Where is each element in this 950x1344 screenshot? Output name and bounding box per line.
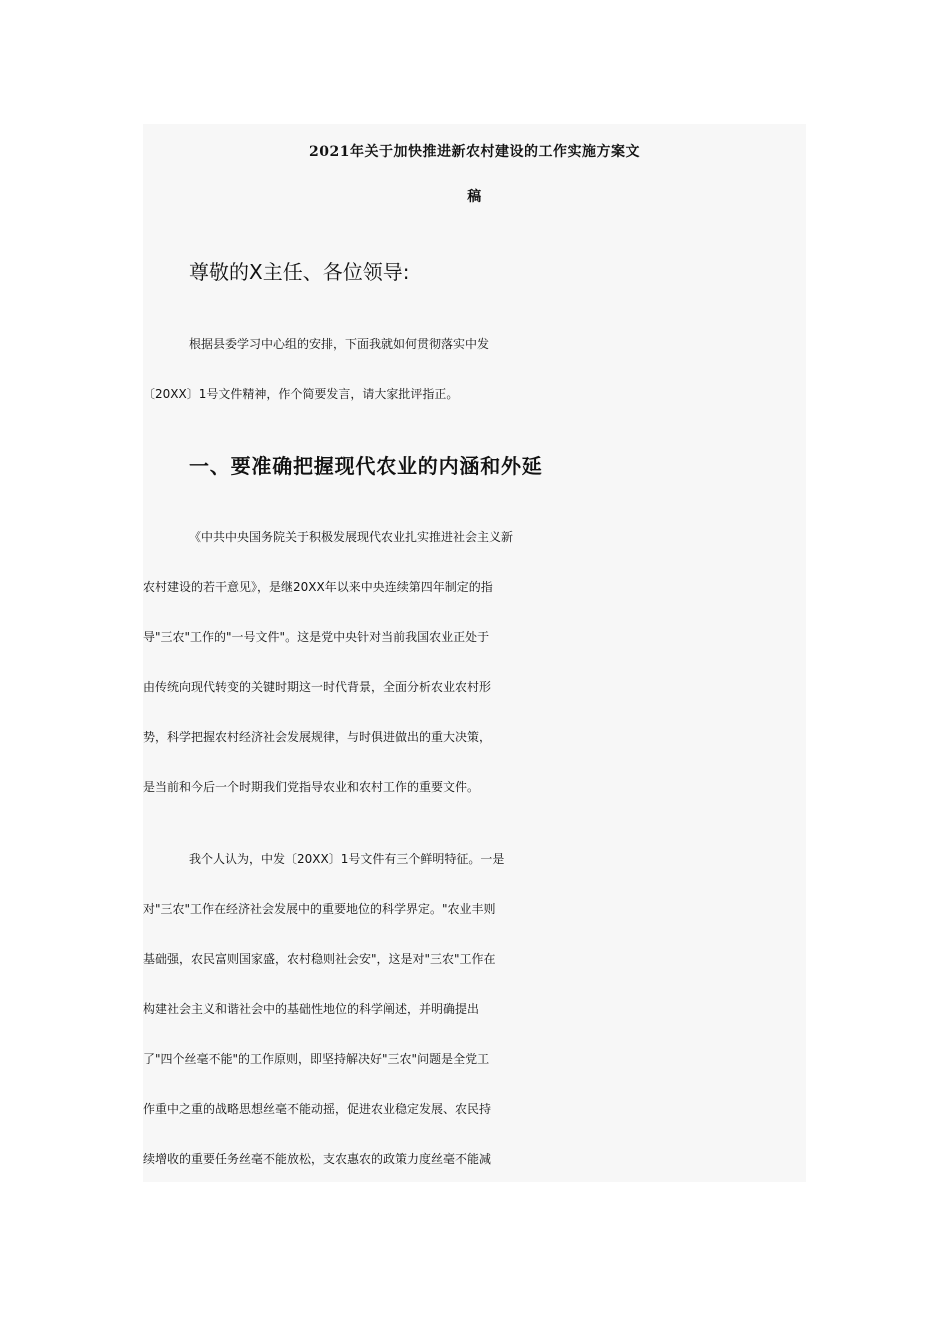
paragraph1-line-3: 导"三农"工作的"一号文件"。这是党中央针对当前我国农业正处于 [143, 630, 490, 644]
intro-line-1: 根据县委学习中心组的安排，下面我就如何贯彻落实中发 [189, 337, 490, 351]
paragraph2-line-5: 了"四个丝毫不能"的工作原则，即坚持解决好"三农"问题是全党工 [143, 1052, 490, 1066]
section-heading-1: 一、要准确把握现代农业的内涵和外延 [189, 454, 543, 478]
intro-line-2: 〔20XX〕1号文件精神，作个简要发言，请大家批评指正。 [143, 387, 459, 401]
paragraph1-line-6: 是当前和今后一个时期我们党指导农业和农村工作的重要文件。 [143, 780, 480, 794]
paragraph2-line-1: 我个人认为，中发〔20XX〕1号文件有三个鲜明特征。一是 [189, 852, 505, 866]
paragraph1-line-2: 农村建设的若干意见》，是继20XX年以来中央连续第四年制定的指 [143, 580, 493, 594]
paragraph2-line-7: 续增收的重要任务丝毫不能放松，支农惠农的政策力度丝毫不能减 [143, 1152, 492, 1166]
paragraph2-line-3: 基础强，农民富则国家盛，农村稳则社会安"，这是对"三农"工作在 [143, 952, 496, 966]
paragraph2-line-4: 构建社会主义和谐社会中的基础性地位的科学阐述，并明确提出 [143, 1002, 480, 1016]
title-line-2: 稿 [467, 189, 482, 205]
document-title [143, 124, 806, 220]
paragraph1-line-5: 势，科学把握农村经济社会发展规律，与时俱进做出的重大决策， [143, 730, 492, 744]
paragraph1-line-4: 由传统向现代转变的关键时期这一时代背景，全面分析农业农村形 [143, 680, 492, 694]
paragraph2-line-6: 作重中之重的战略思想丝毫不能动摇，促进农业稳定发展、农民持 [143, 1102, 492, 1116]
title-line-1: 2021年关于加快推进新农村建设的工作实施方案文 [309, 144, 640, 160]
paragraph2-line-2: 对"三农"工作在经济社会发展中的重要地位的科学界定。"农业丰则 [143, 902, 496, 916]
paragraph1-line-1: 《中共中央国务院关于积极发展现代农业扎实推进社会主义新 [189, 530, 514, 544]
salutation: 尊敬的X主任、各位领导: [189, 260, 410, 284]
document-page [143, 124, 806, 1182]
